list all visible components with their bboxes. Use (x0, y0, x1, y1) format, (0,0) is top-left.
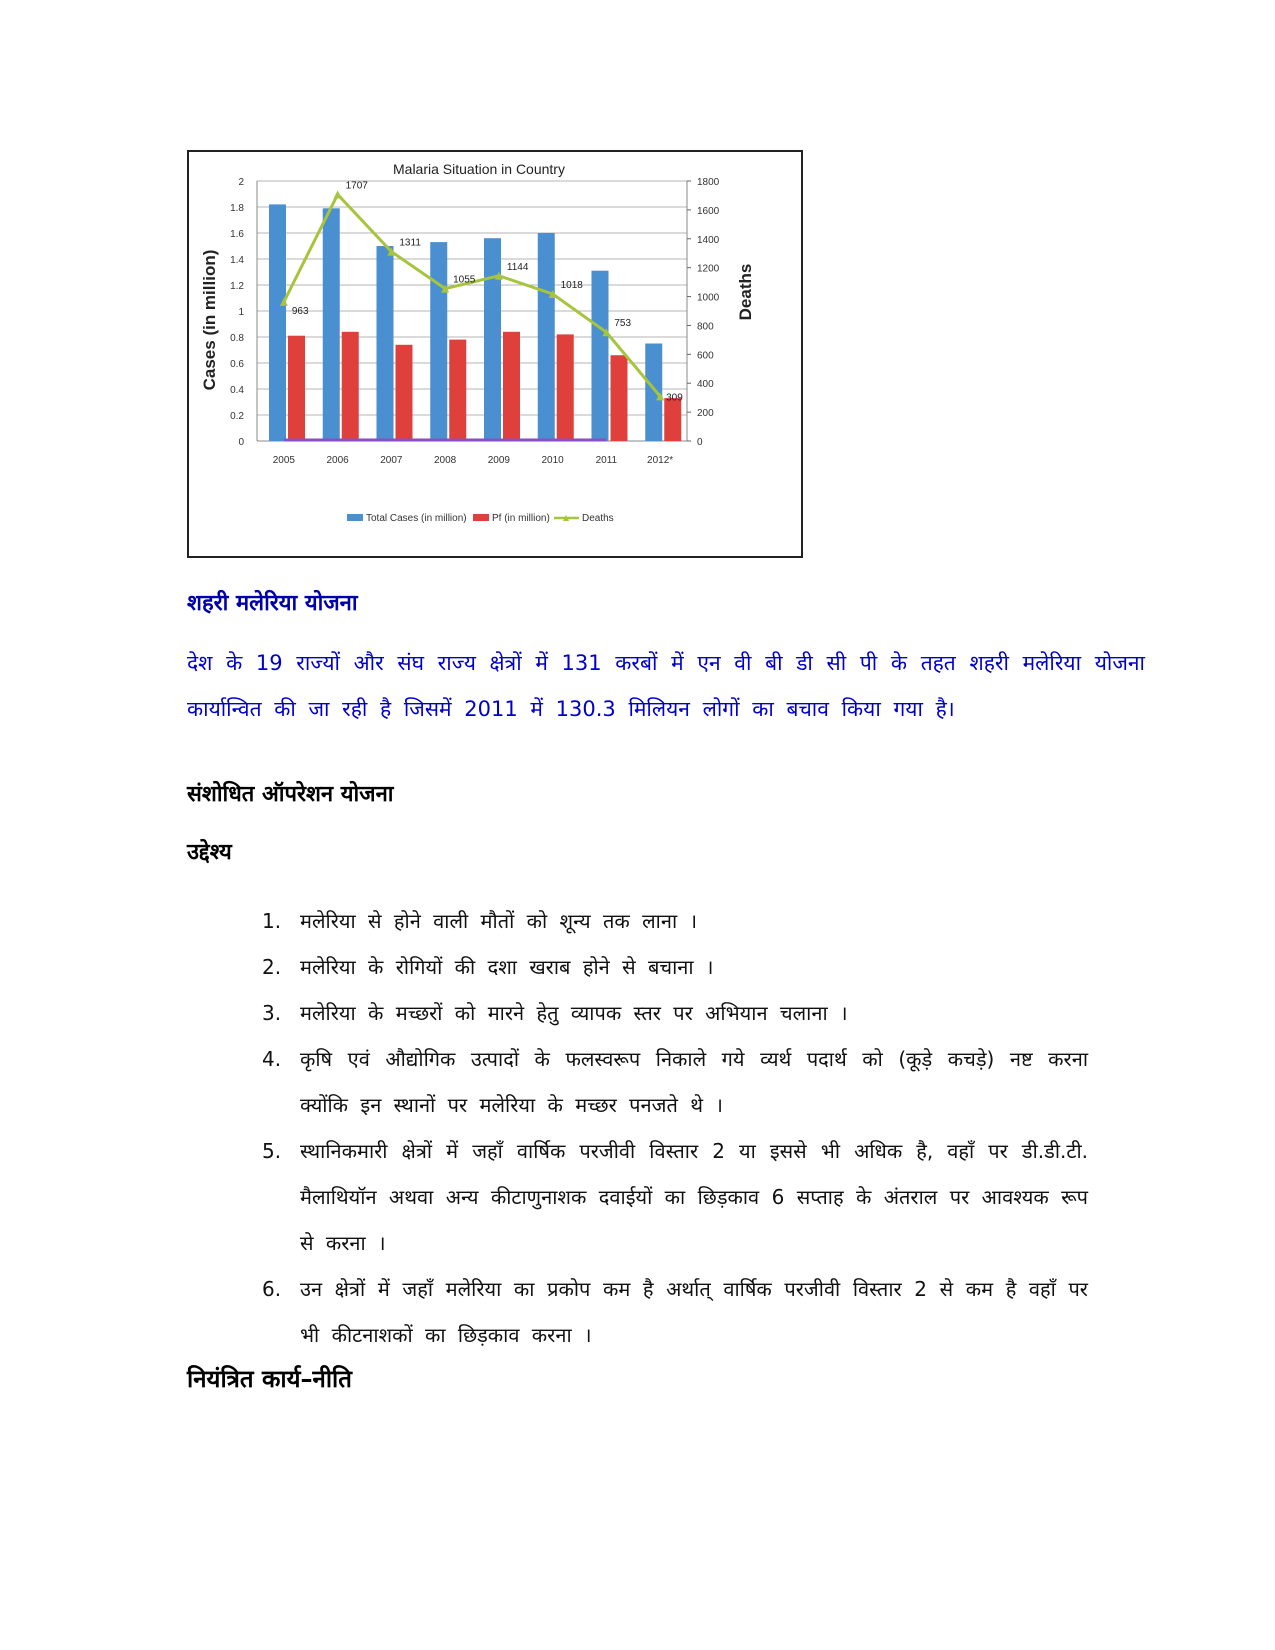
y-left-label: Cases (in million) (200, 249, 219, 391)
y-left-tick: 1.4 (230, 255, 244, 266)
strategy-heading: नियंत्रित कार्य–नीति (187, 1365, 352, 1393)
y-right-tick: 400 (697, 379, 714, 391)
bar-pf (557, 334, 574, 441)
objectives-list (258, 898, 1088, 1358)
bar-total-cases (645, 344, 662, 442)
bar-total-cases (377, 246, 394, 441)
y-left-tick: 0 (238, 437, 244, 448)
urban-malaria-paragraph: देश के 19 राज्यों और संघ राज्य क्षेत्रों में 131 करबों में एन वी बी डी सी पी के तहत शहरी मलेरिया योजना कार्यान्वित की जा रही है जिसमें 2011 में 130.3 मिलियन लोगों का बचाव किया गया है। (187, 651, 1145, 721)
x-tick-label: 2005 (272, 455, 295, 466)
objective-text: स्थानिकमारी क्षेत्रों में जहाँ वार्षिक परजीवी विस्तार 2 या इससे भी अधिक है, वहाँ पर डी.डी.टी. मैलाथियॉन अथवा अन्य कीटाणुनाशक दवाईयों का छिड़काव 6 सप्ताह के अंतराल पर आवश्यक रूप से करना । (300, 1139, 1088, 1255)
objective-text: कृषि एवं औद्योगिक उत्पादों के फलस्वरूप निकाले गये व्यर्थ पदार्थ को (कूड़े कचड़े) नष्ट करना क्योंकि इन स्थानों पर मलेरिया के मच्छर पनजते थे । (300, 1047, 1088, 1117)
malaria-chart (187, 150, 803, 558)
objective-text: मलेरिया के रोगियों की दशा खराब होने से बचाना । (300, 955, 714, 979)
bar-pf (449, 340, 466, 441)
objective-text: मलेरिया से होने वाली मौतों को शून्य तक लाना । (300, 909, 698, 933)
bar-total-cases (538, 233, 555, 441)
objective-number: 1. (262, 909, 282, 933)
x-tick-label: 2006 (326, 455, 349, 466)
legend (347, 513, 614, 524)
objective-text: उन क्षेत्रों में जहाँ मलेरिया का प्रकोप कम है अर्थात् वार्षिक परजीवी विस्तार 2 से कम है वहाँ पर भी कीटनाशकों का छिड़काव करना । (300, 1277, 1088, 1347)
objective-number: 4. (262, 1047, 282, 1071)
objective-item (258, 944, 1088, 990)
y-left-tick: 1.6 (230, 229, 244, 240)
x-tick-label: 2010 (541, 455, 564, 466)
y-right-tick: 0 (697, 437, 703, 448)
bar-pf (664, 398, 681, 441)
bar-pf (611, 355, 628, 441)
x-tick-label: 2011 (595, 455, 618, 466)
deaths-data-label: 1311 (399, 237, 421, 249)
objective-item (258, 1128, 1088, 1266)
y-right-tick: 1000 (697, 292, 720, 304)
y-left-tick: 0.8 (230, 333, 244, 344)
bar-total-cases (269, 204, 286, 441)
objective-item (258, 1036, 1088, 1128)
objective-number: 3. (262, 1001, 282, 1025)
x-tick-label: 2008 (434, 455, 457, 466)
bar-pf (503, 332, 520, 441)
objective-item (258, 1266, 1088, 1358)
objective-heading: उद्देश्य (187, 840, 232, 865)
legend-label-total: Total Cases (in million) (366, 513, 467, 524)
y-right-tick: 600 (697, 350, 714, 362)
deaths-data-label: 309 (666, 392, 683, 404)
bar-total-cases (323, 208, 340, 441)
objective-number: 6. (262, 1277, 282, 1301)
y-right-label: Deaths (736, 263, 755, 321)
chart-title: Malaria Situation in Country (393, 161, 565, 177)
objective-item (258, 990, 1088, 1036)
x-tick-label: 2012* (647, 455, 674, 466)
deaths-data-label: 963 (291, 305, 309, 317)
y-left-tick: 0.2 (230, 411, 244, 422)
legend-label-deaths: Deaths (582, 513, 614, 524)
bar-pf (396, 345, 413, 441)
deaths-data-label: 1707 (345, 180, 368, 192)
x-tick-label: 2009 (487, 455, 510, 466)
y-left-tick: 2 (238, 177, 244, 188)
revised-plan-heading: संशोधित ऑपरेशन योजना (187, 782, 394, 807)
y-left-tick: 0.6 (230, 359, 244, 370)
urban-malaria-heading: शहरी मलेरिया योजना (187, 591, 358, 616)
bar-pf (288, 336, 305, 441)
y-left-tick: 0.4 (230, 385, 244, 396)
objective-text: मलेरिया के मच्छरों को मारने हेतु व्यापक स्तर पर अभियान चलाना । (300, 1001, 848, 1025)
y-left-tick: 1 (238, 307, 244, 318)
y-right-tick: 1400 (697, 234, 720, 246)
deaths-data-label: 1018 (560, 279, 583, 291)
y-right-tick: 200 (697, 408, 714, 420)
objective-number: 5. (262, 1139, 282, 1163)
y-right-tick: 1800 (697, 177, 720, 188)
y-right-tick: 800 (697, 321, 714, 333)
deaths-point (334, 190, 342, 198)
y-right-tick: 1200 (697, 263, 720, 275)
y-left-tick: 1.2 (230, 281, 244, 292)
chart-svg (189, 152, 801, 556)
deaths-data-label: 1144 (506, 261, 529, 273)
deaths-data-label: 753 (614, 318, 632, 330)
bar-total-cases (484, 238, 501, 441)
bar-total-cases (430, 242, 447, 441)
legend-label-pf: Pf (in million) (492, 513, 550, 524)
y-right-tick: 1600 (697, 205, 720, 217)
objective-item (258, 898, 1088, 944)
legend-swatch-pf (473, 514, 489, 521)
legend-swatch-total (347, 514, 363, 521)
bar-pf (342, 332, 359, 441)
deaths-data-label: 1055 (453, 274, 476, 286)
bar-total-cases (592, 271, 609, 441)
objective-number: 2. (262, 955, 282, 979)
x-tick-label: 2007 (380, 455, 403, 466)
y-left-tick: 1.8 (230, 203, 244, 214)
